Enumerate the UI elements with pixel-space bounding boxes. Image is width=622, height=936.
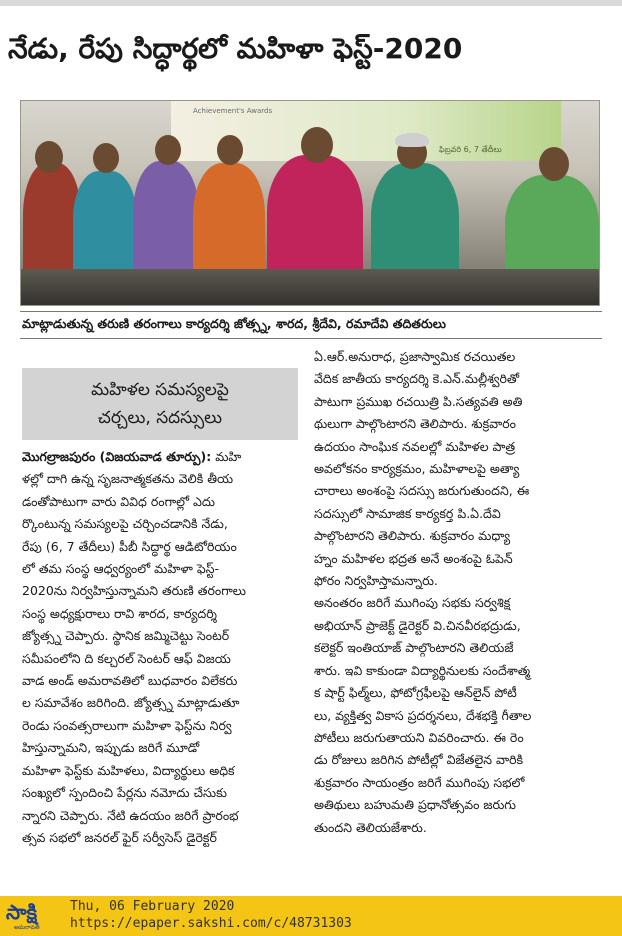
photo-banner-text: Achievement's Awards	[193, 107, 273, 115]
article-line: క షార్ట్‌ ఫిల్మ్‌లు, ఫోటోగ్రఫీలపై ఆన్‌లైన్‌ పోటీ	[314, 685, 517, 701]
person-hair	[395, 133, 429, 147]
article-line: ల సమావేశం జరిగింది. జ్యోత్స్న మాట్లాడుతూ	[22, 695, 240, 711]
top-rule	[0, 0, 622, 6]
article-line: థులుగా పాల్గొంటారని తెలిపారు. శుక్రవారం	[314, 416, 516, 432]
article-line: న్నారని చెప్పారు. నేటి ఉదయం జరిగే ప్రారంభ	[22, 807, 239, 823]
article-headline: నేడు, రేపు సిద్ధార్థలో మహిళా ఫెస్ట్‌-2020	[8, 32, 463, 65]
article-line: లు, వ్యక్తిత్వ వికాస ప్రదర్శనలు, దేశభక్తి గీతాల	[314, 707, 532, 723]
epaper-link[interactable]: https://epaper.sakshi.com/c/48731303	[70, 916, 352, 931]
article-line: రేపు (6, 7 తేదీలు) పీబీ సిద్ధార్థ ఆడిటోరియం	[22, 538, 237, 554]
photo-caption: మాట్లాడుతున్న తరుణి తరంగాలు కార్యదర్శి జోత్స్న, శారద, శ్రీదేవి, రమాదేవి తదితరులు	[22, 316, 446, 331]
article-line	[22, 446, 312, 468]
article-line: డంతోపాటుగా వారు వివిధ రంగాల్లో ఎదు	[22, 493, 215, 509]
article-line: ళల్లో దాగి ఉన్న సృజనాత్మకతను వెలికి తీయ	[22, 471, 234, 487]
photo-table	[21, 269, 600, 306]
subhead-box	[22, 368, 298, 440]
article-line: ఫోరం నిర్వహిస్తామన్నారు.	[314, 573, 438, 589]
person-head	[301, 127, 333, 163]
edition-date: Thu, 06 February 2020	[70, 899, 235, 914]
article-line: డు రోజులు జరిగిన పోటీల్లో విజేతలైన వారికి	[314, 752, 524, 768]
article-line: 2020ను నిర్వహిస్తున్నామని తరుణి తరంగాలు	[22, 583, 246, 599]
article-line: అభియాన్‌ ప్రాజెక్ట్‌ డైరెక్టర్‌ వి.చినవీరభద్రుడు,	[314, 617, 521, 633]
article-line: ఏ.ఆర్‌.అనురాధ, ప్రజాస్వామిక రచయితల	[314, 349, 516, 364]
article-line: పాటుగా ప్రముఖ రచయిత్రి పి.సత్యవతి అతి	[314, 393, 523, 409]
subhead-line-2: చర్చలు, సదస్సులు	[97, 408, 223, 428]
sakshi-logo[interactable]	[6, 900, 64, 932]
article-line: శుక్రవారం సాయంత్రం జరిగే ముగింపు సభలో	[314, 774, 525, 790]
dateline: మొగల్రాజపురం (విజయవాడ తూర్పు):	[22, 449, 212, 464]
photo-caption-bar	[20, 311, 602, 339]
article-line: త్సవ సభలో జనరల్‌ ఫైర్‌ సర్వీసెస్‌ డైరెక్టర్‌	[22, 829, 217, 845]
article-line: పాల్గొంటారని తెలిపారు. శుక్రవారం మధ్యా	[314, 528, 511, 544]
article-line: చారాలు అంశంపై సదస్సు జరుగుతుందని, ఈ	[314, 483, 530, 499]
article-line: లో తమ సంస్థ ఆధ్వర్యంలో మహిళా ఫెస్ట్‌-	[22, 561, 219, 577]
article-line: పోటీలు జరుగుతాయని వివరించారు. ఈ రెం	[314, 729, 524, 745]
article-line: శారు. ఇవి కాకుండా విద్యార్థినులకు సందేశాత్మ	[314, 662, 531, 678]
left-column	[22, 446, 312, 849]
article-line: అతిథులు బహుమతి ప్రధానోత్సవం జరుగు	[314, 797, 516, 813]
article-line: అవలోకనం కార్యక్రమం, మహిళాలపై అత్యా	[314, 461, 520, 477]
article-line: వేదిక జాతీయ కార్యదర్శి కె.ఎన్‌.మల్లీశ్వరితో	[314, 371, 520, 387]
article-photo	[20, 100, 600, 306]
subhead-line-1: మహిళల సమస్యలపై	[91, 380, 229, 400]
article-line: సంఖ్యలో స్పందించి పేర్లను నమోదు చేసుకు	[22, 785, 227, 801]
photo-banner-text-2: ఫిబ్రవరి 6, 7 తేదీలు	[439, 145, 502, 154]
article-line: సంస్థ అధ్యక్షురాలు రావి శారద, కార్యదర్శి	[22, 605, 217, 621]
article-line: మహిళా ఫెస్ట్‌కు మహిళలు, విద్యార్థులు అధిక	[22, 762, 235, 778]
article-line: జ్యోత్స్న చెప్పారు. స్థానిక జమ్మిచెట్టు సెంటర్‌	[22, 628, 230, 644]
article-line: సదస్సులో సామాజిక కార్యకర్త పి.ఏ.దేవి	[314, 505, 501, 521]
article-line: హ్నం మహిళల భద్రత అనే అంశంపై ఓపెన్‌	[314, 550, 513, 566]
article-line: కలెక్టర్‌ ఇంతియాజ్‌ పాల్గొంటారని తెలియజే	[314, 640, 514, 656]
logo-subtext: అమరావతి	[14, 924, 40, 931]
article-line: రెండు సంవత్సరాలుగా మహిళా ఫెస్ట్‌ను నిర్వ	[22, 717, 232, 733]
person-head	[217, 135, 243, 165]
person-head	[35, 141, 63, 173]
article-line: హిస్తున్నామని, ఇప్పుడు జరిగే మూడో	[22, 740, 200, 756]
article-line: ర్కొంటున్న సమస్యలపై చర్చించడానికి నేడు,	[22, 516, 228, 532]
article-line-text: మహి	[211, 449, 242, 464]
logo-text: సాక్షి	[6, 900, 38, 924]
person-head	[155, 135, 181, 165]
article-line: సమీపంలోని ది కల్చరల్‌ సెంటర్‌ ఆఫ్‌ విజయ	[22, 650, 231, 666]
right-column	[314, 346, 612, 839]
epaper-footer	[0, 896, 622, 936]
article-line: తుందని తెలియజేశారు.	[314, 819, 427, 835]
article-line: వాడ అండ్‌ అమరావతిలో బుధవారం విలేకరు	[22, 673, 238, 689]
person-head	[93, 143, 119, 173]
article-line: అనంతరం జరిగే ముగింపు సభకు సర్వశిక్ష	[314, 595, 511, 611]
person-head	[539, 147, 569, 181]
article-line: ఉదయం సాంఘిక నవలల్లో మహిళల పాత్ర	[314, 438, 516, 454]
